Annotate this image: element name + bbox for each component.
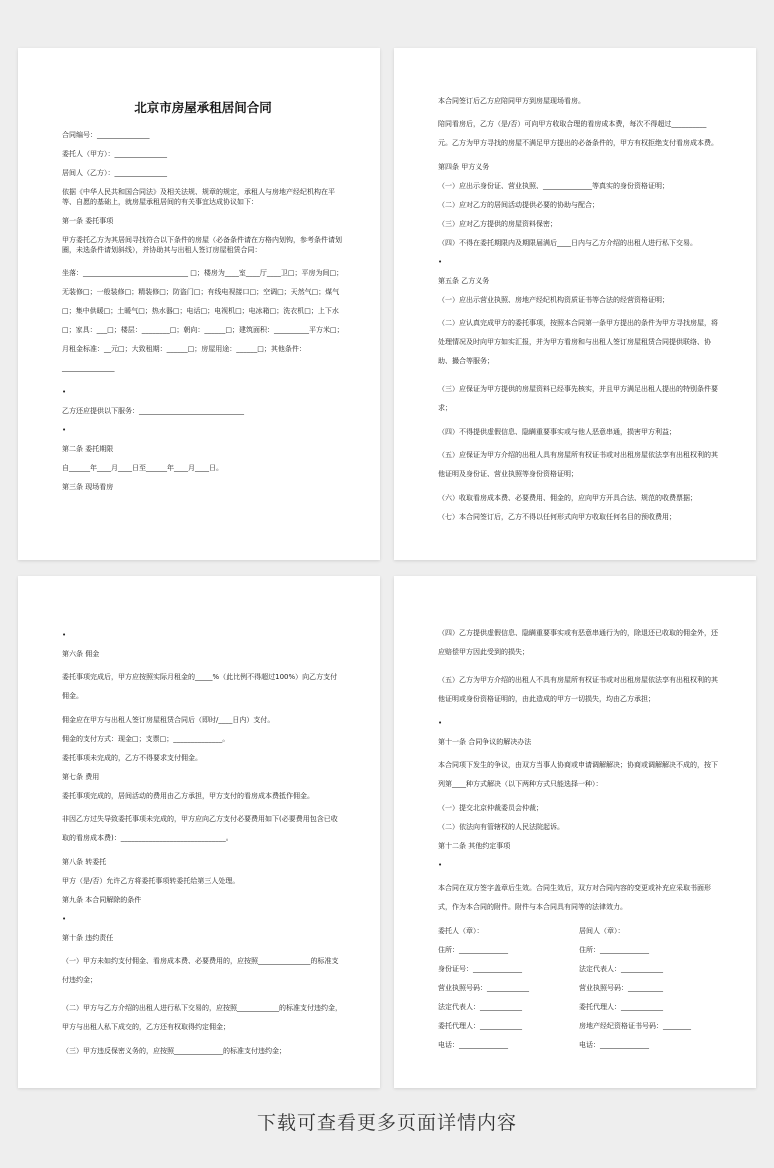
bullet: • (62, 631, 67, 639)
bullet: • (62, 915, 67, 923)
clause-item: （四）不得在委托期限内及期限届满后____日内与乙方介绍的出租人进行私下交易。 (438, 239, 697, 247)
signature-field: 委托代理人：____________ (438, 1022, 522, 1030)
clause-item: （一）甲方未如约支付佣金、看房成本费、必要费用的，应按照_______________的标准支付违约金； (62, 957, 339, 984)
download-more-caption: 下载可查看更多页面详情内容 (256, 1112, 517, 1134)
clause-item: （五）乙方为甲方介绍的出租人不具有房屋所有权证书或对出租房屋依法享有出租权利的其他证明或身份资格证明的，由此造成的甲方一切损失，均由乙方承担； (438, 676, 718, 703)
signature-row (438, 983, 720, 993)
bullet: • (62, 388, 67, 396)
agent-line: 居间人（乙方）：_______________ (62, 169, 167, 177)
clause-paragraph: 本合同项下发生的争议，由双方当事人协商或申请调解解决；协商或调解解决不成的，按下列第____种方式解决（以下两种方式只能选择一种）： (438, 761, 718, 788)
article-heading: 第九条 本合同解除的条件 (62, 896, 142, 904)
term-period-line: 自______年____月____日至______年____月____日。 (62, 464, 223, 472)
clause-paragraph: 甲方委托乙方为其居间寻找符合以下条件的房屋（必备条件请在方格内划钩，参考条件请划圈，未选条件请划斜线），并协助其与出租人签订房屋租赁合同： (62, 236, 342, 254)
clause-item: （五）应保证为甲方介绍的出租人具有房屋所有权证书或对出租房屋依法享有出租权利的其他证明及身份证、营业执照等身份资格证明； (438, 451, 718, 478)
article-heading: 第十二条 其他约定事项 (438, 842, 511, 850)
clause-item: （一）提交北京仲裁委员会仲裁； (438, 804, 543, 812)
client-line: 委托人（甲方）：_______________ (62, 150, 167, 158)
signature-row (438, 1021, 720, 1031)
signature-row (438, 1002, 720, 1012)
document-page-3 (18, 576, 380, 1088)
clause-item: （六）收取看房成本费、必要费用、佣金的，应向甲方开具合法、规范的收费票据； (438, 494, 697, 502)
contract-number-line: 合同编号：_______________ (62, 131, 150, 139)
clause-paragraph: 甲方（是/否）允许乙方将委托事项转委托给第三人处理。 (62, 877, 240, 885)
signature-field: 住所：______________ (438, 946, 508, 954)
document-page-2 (394, 48, 756, 560)
clause-item: （二）依法向有管辖权的人民法院起诉。 (438, 823, 564, 831)
signature-field: 房地产经纪资格证书号码：________ (579, 1022, 691, 1030)
preamble-paragraph: 依据《中华人民共和国合同法》及相关法规、规章的规定，承租人与房地产经纪机构在平等、自愿的基础上，就房屋承租居间的有关事宜达成协议如下： (62, 188, 335, 206)
clause-paragraph: 委托事项未完成的，乙方不得要求支付佣金。 (62, 754, 202, 762)
clause-item: （二）应对乙方的居间活动提供必要的协助与配合； (438, 201, 599, 209)
clause-item: （二）应认真完成甲方的委托事项，按照本合同第一条甲方提出的条件为甲方寻找房屋，将处理情况及时向甲方如实汇报，并为甲方看房和与出租人签订房屋租赁合同提供联络、协助、撮合等服务； (438, 319, 718, 365)
bullet: • (438, 861, 443, 869)
clause-item: （七）本合同签订后，乙方不得以任何形式向甲方收取任何名目的预收费用； (438, 513, 676, 521)
house-conditions-paragraph: 坐落：______________________________ □；楼房为____室____厅____卫□；平房为间□；无装修□；一般装修□；精装修□；防盗门□；有线电视接口□；空调□；天然气□；煤气□；集中供暖□；土暖气□；热水器□；电话□；电视机□；电冰箱□；洗衣机□；上下水□；家具：___□；楼层：________□；朝向：______□；建筑面积：__________平方米□；月租金标准：__元□；大致租期：______□；房屋用途：______□；其他条件：_______________ (62, 269, 344, 372)
clause-paragraph: 佣金应在甲方与出租人签订房屋租赁合同后（即时/____日内）支付。 (62, 716, 275, 724)
contract-title: 北京市房屋承租居间合同 (134, 100, 272, 115)
clause-item: （三）甲方违反保密义务的，应按照______________的标准支付违约金； (62, 1047, 286, 1055)
clause-paragraph: 委托事项完成的，居间活动的费用由乙方承担，甲方支付的看房成本费抵作佣金。 (62, 792, 314, 800)
signature-field: 法定代表人：____________ (579, 965, 663, 973)
clause-paragraph: 非因乙方过失导致委托事项未完成的，甲方应向乙方支付必要费用如下(必要费用包含已收取的看房成本费)：______________________________。 (62, 815, 338, 842)
signature-field: 居间人（章）： (579, 927, 625, 935)
article-heading: 第三条 现场看房 (62, 483, 114, 491)
article-heading: 第二条 委托期限 (62, 445, 114, 453)
clause-paragraph: 陪同看房后，乙方（是/否）可向甲方收取合理的看房成本费，每次不得超过__________元。乙方为甲方寻找的房屋不满足甲方提出的必备条件的，甲方有权拒绝支付看房成本费。 (438, 120, 718, 147)
signature-field: 电话：______________ (579, 1041, 649, 1049)
signature-block (438, 926, 720, 1050)
article-heading: 第六条 佣金 (62, 650, 100, 658)
clause-paragraph: 本合同签订后乙方应陪同甲方到房屋现场看房。 (438, 97, 585, 105)
signature-row (438, 1040, 720, 1050)
signature-field: 身份证号：______________ (438, 965, 522, 973)
article-heading: 第十一条 合同争议的解决办法 (438, 738, 532, 746)
signature-field: 委托人（章）： (438, 927, 484, 935)
signature-field: 住所：______________ (579, 946, 649, 954)
article-heading: 第四条 甲方义务 (438, 163, 490, 171)
clause-item: （三）应保证为甲方提供的房屋资料已经事先核实，并且甲方满足出租人提出的特别条件要求； (438, 385, 718, 412)
signature-field: 营业执照号码：__________ (579, 984, 663, 992)
article-heading: 第十条 违约责任 (62, 934, 114, 942)
signature-field: 法定代表人：____________ (438, 1003, 522, 1011)
signature-row (438, 926, 720, 936)
clause-item: （一）应出示营业执照、房地产经纪机构资质证书等合法的经营资格证明； (438, 296, 669, 304)
clause-item: （二）甲方与乙方介绍的出租人进行私下交易的，应按照____________的标准支付违约金，甲方与出租人私下成交的，乙方还有权取得约定佣金； (62, 1004, 342, 1031)
clause-item: （三）应对乙方提供的房屋资料保密； (438, 220, 557, 228)
article-heading: 第五条 乙方义务 (438, 277, 490, 285)
signature-row (438, 945, 720, 955)
bullet: • (62, 426, 67, 434)
clause-item: （一）应出示身份证、营业执照、______________等真实的身份资格证明； (438, 182, 669, 190)
bullet: • (438, 258, 443, 266)
article-heading: 第八条 转委托 (62, 858, 107, 866)
clause-paragraph: 委托事项完成后，甲方应按照实际月租金的_____%（此比例不得超过100%）向乙方支付佣金。 (62, 673, 338, 700)
bullet: • (438, 719, 443, 727)
signature-field: 营业执照号码：____________ (438, 984, 529, 992)
clause-paragraph: 乙方还应提供以下服务：______________________________ (62, 407, 244, 415)
article-heading: 第七条 费用 (62, 773, 100, 781)
clause-item: （四）乙方提供虚假信息、隐瞒重要事实或有恶意串通行为的，除退还已收取的佣金外，还应赔偿甲方因此受到的损失； (438, 629, 718, 656)
document-page-4 (394, 576, 756, 1088)
clause-item: （四）不得提供虚假信息、隐瞒重要事实或与他人恶意串通，损害甲方利益； (438, 428, 676, 436)
signature-row (438, 964, 720, 974)
signature-field: 委托代理人：____________ (579, 1003, 663, 1011)
clause-paragraph: 佣金的支付方式：现金□；支票□；______________。 (62, 735, 230, 743)
article-heading: 第一条 委托事项 (62, 217, 114, 225)
signature-field: 电话：______________ (438, 1041, 508, 1049)
clause-paragraph: 本合同在双方签字盖章后生效。合同生效后，双方对合同内容的变更或补充应采取书面形式，作为本合同的附件。附件与本合同具有同等的法律效力。 (438, 884, 711, 911)
document-page-1 (18, 48, 380, 560)
